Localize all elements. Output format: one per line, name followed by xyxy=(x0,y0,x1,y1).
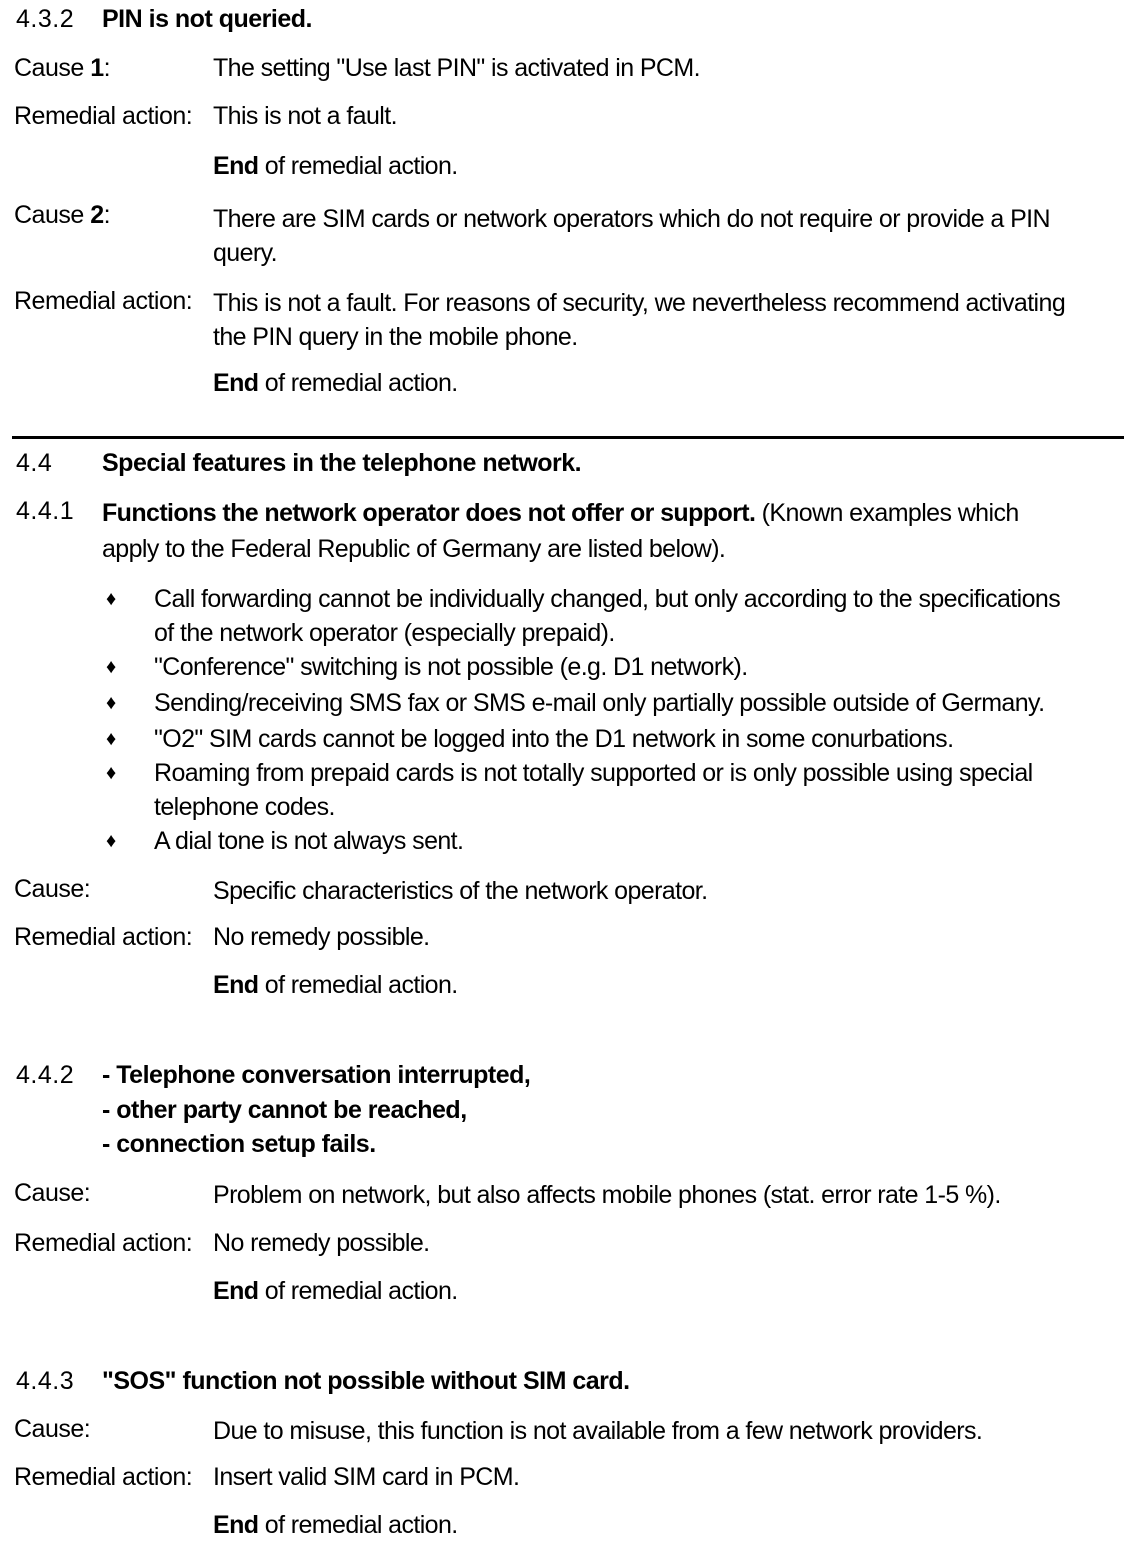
list-item: Call forwarding cannot be individually changed, but only according to the specifications of the network operator (especially prepaid). xyxy=(154,585,1061,647)
list-item: "O2" SIM cards cannot be logged into the D1 network in some conurbations. xyxy=(154,725,954,753)
remedial-action-text: Insert valid SIM card in PCM. xyxy=(213,1463,520,1491)
remedial-action-1-label: Remedial action: xyxy=(14,102,193,130)
section-number-4-4: 4.4 xyxy=(16,449,53,477)
list-item: "Conference" switching is not possible (e.g. D1 network). xyxy=(154,653,748,681)
remedial-action-2-label: Remedial action: xyxy=(14,287,193,315)
section-note-4-4-1: apply to the Federal Republic of Germany are listed below). xyxy=(102,535,726,563)
list-item: Sending/receiving SMS fax or SMS e-mail only partially possible outside of Germany. xyxy=(154,689,1045,717)
remedial-action-text: No remedy possible. xyxy=(213,1229,430,1257)
bullet-diamond-icon: ♦ xyxy=(106,656,117,678)
remedial-action-2-text-line-1: This is not a fault. For reasons of security, we nevertheless recommend activating xyxy=(213,289,1066,317)
cause-1-text: The setting "Use last PIN" is activated in PCM. xyxy=(213,54,700,82)
bullet-diamond-icon: ♦ xyxy=(106,830,117,852)
section-divider xyxy=(12,436,1124,439)
cause-1-label: Cause 1: xyxy=(14,54,111,82)
list-item: Roaming from prepaid cards is not totally supported or is only possible using special telephone codes. xyxy=(154,759,1033,821)
end-of-remedial-action: End of remedial action. xyxy=(213,369,458,397)
remedial-action-text: No remedy possible. xyxy=(213,923,430,951)
bullet-diamond-icon: ♦ xyxy=(106,728,117,750)
cause-text: Due to misuse, this function is not available from a few network providers. xyxy=(213,1417,983,1445)
section-title-4-4-2-line-3: - connection setup fails. xyxy=(102,1130,376,1158)
remedial-action-2-text-line-2: the PIN query in the mobile phone. xyxy=(213,323,578,351)
remedial-action-label: Remedial action: xyxy=(14,1463,193,1491)
end-of-remedial-action: End of remedial action. xyxy=(213,1277,458,1305)
cause-text: Specific characteristics of the network operator. xyxy=(213,877,708,905)
end-of-remedial-action: End of remedial action. xyxy=(213,1511,458,1539)
bullet-diamond-icon: ♦ xyxy=(106,588,117,610)
section-title-4-4-1: Functions the network operator does not offer or support. (Known examples which xyxy=(102,499,1019,527)
bullet-diamond-icon: ♦ xyxy=(106,692,117,714)
list-item: A dial tone is not always sent. xyxy=(154,827,464,855)
section-title-4-4: Special features in the telephone network. xyxy=(102,449,582,477)
section-title-4-3-2: PIN is not queried. xyxy=(102,5,312,33)
section-title-4-4-2-line-1: - Telephone conversation interrupted, xyxy=(102,1061,531,1089)
remedial-action-label: Remedial action: xyxy=(14,1229,193,1257)
cause-label: Cause: xyxy=(14,1179,91,1207)
remedial-action-1-text: This is not a fault. xyxy=(213,102,397,130)
cause-label: Cause: xyxy=(14,1415,91,1443)
section-number-4-4-2: 4.4.2 xyxy=(16,1061,75,1089)
section-title-4-4-3: "SOS" function not possible without SIM card. xyxy=(102,1367,630,1395)
bullet-diamond-icon: ♦ xyxy=(106,762,117,784)
end-of-remedial-action: End of remedial action. xyxy=(213,152,458,180)
section-number-4-4-1: 4.4.1 xyxy=(16,497,75,525)
section-title-4-4-2-line-2: - other party cannot be reached, xyxy=(102,1096,467,1124)
cause-2-text-line-1: There are SIM cards or network operators which do not require or provide a PIN xyxy=(213,205,1050,233)
section-number-4-3-2: 4.3.2 xyxy=(16,5,75,33)
end-of-remedial-action: End of remedial action. xyxy=(213,971,458,999)
cause-2-text-line-2: query. xyxy=(213,239,278,267)
section-number-4-4-3: 4.4.3 xyxy=(16,1367,75,1395)
remedial-action-label: Remedial action: xyxy=(14,923,193,951)
cause-2-label: Cause 2: xyxy=(14,201,111,229)
cause-text: Problem on network, but also affects mobile phones (stat. error rate 1-5 %). xyxy=(213,1181,1001,1209)
cause-label: Cause: xyxy=(14,875,91,903)
